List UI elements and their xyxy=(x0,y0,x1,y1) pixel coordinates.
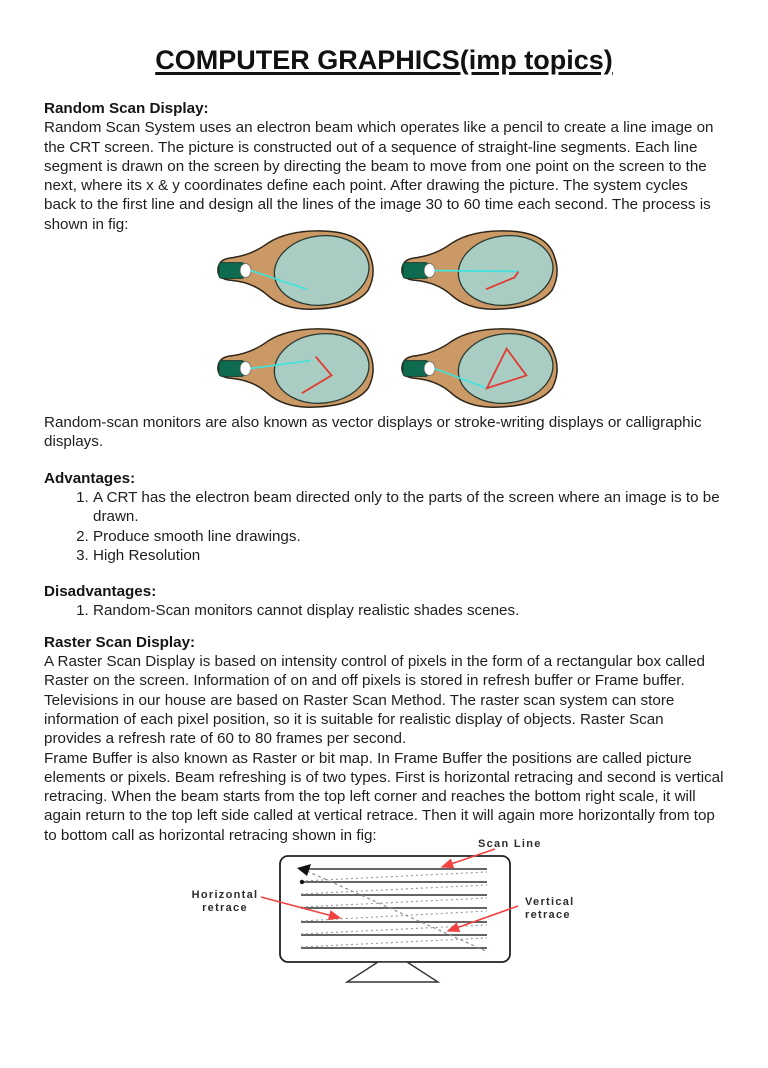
monitor-outline xyxy=(280,856,510,962)
horizontal-retrace-label-line1: Horizontal xyxy=(191,889,259,902)
gun-cap xyxy=(240,362,251,376)
raster-scan-heading: Raster Scan Display: xyxy=(44,633,196,651)
list-item: 1. Random-Scan monitors cannot display realistic shades scenes. xyxy=(93,601,724,620)
gun-cap xyxy=(424,264,435,278)
disadvantages-heading: Disadvantages: xyxy=(44,583,157,601)
vertical-retrace-label-line1: Vertical xyxy=(525,896,575,909)
electron-beam xyxy=(434,271,518,272)
list-item: 2. Produce smooth line drawings. xyxy=(93,527,724,546)
gun-cap xyxy=(424,362,435,376)
document-page xyxy=(0,44,768,1068)
raster-scan-paragraph-2: Frame Buffer is also known as Raster or bit map. In Frame Buffer the positions are called picture elements or pixels. Beam refreshing is of two types. First is horizontal retracing and second is vertical retracing. When the beam starts from the top left corner and reaches the bottom right scale, it will again return to the top left side called at vertical retrace. Then it will again more horizontally from top to bottom call as horizontal retracing shown in fig: xyxy=(44,749,724,844)
random-scan-paragraph: Random Scan System uses an electron beam which operates like a pencil to create a line image on the CRT screen. The picture is constructed out of a sequence of straight-line segments. Each line segment is drawn on the screen by directing the beam to move from one point on the screen to the next, where its x & y coordinates define each point. After drawing the picture. The system cycles back to the first line and design all the lines of the image 30 to 60 time each second. The process is shown in fig: xyxy=(44,119,714,233)
beam-dot xyxy=(300,880,304,884)
scan-line-label: Scan Line xyxy=(478,838,542,851)
list-item: 3. High Resolution xyxy=(93,546,724,565)
raster-scan-paragraph-1: A Raster Scan Display is based on intensity control of pixels in the form of a rectangular box called Raster on the screen. Information of on and off pixels is stored in refresh buffer or Frame buffer. Televisions in our house are based on Raster Scan Method. The raster scan system can store information of each pixel position, so it is suitable for realistic display of objects. Raster Scan provides a refresh rate of 60 to 80 frames per second. xyxy=(44,653,705,748)
random-scan-heading: Random Scan Display: xyxy=(44,100,209,117)
page-title: COMPUTER GRAPHICS(imp topics) xyxy=(155,45,613,75)
vector-display-note: Random-scan monitors are also known as vector displays or stroke-writing displays or calligraphic displays. xyxy=(44,414,702,451)
horizontal-retrace-label-line2: retrace xyxy=(202,902,248,915)
gun-cap xyxy=(240,264,251,278)
raster-scan-figure xyxy=(185,831,585,991)
list-item: 1. A CRT has the electron beam directed only to the parts of the screen where an image is to be drawn. xyxy=(93,488,724,527)
crt-sequence-figure xyxy=(208,228,560,410)
raster-scan-diagram xyxy=(185,831,585,991)
monitor-stand xyxy=(347,962,438,982)
crt-step-3 xyxy=(208,326,376,410)
vertical-retrace-label-line2: retrace xyxy=(525,909,571,922)
crt-step-1 xyxy=(208,228,376,312)
disadvantages-list xyxy=(44,601,724,620)
advantages-list xyxy=(44,488,724,565)
crt-step-2 xyxy=(392,228,560,312)
crt-step-4 xyxy=(392,326,560,410)
advantages-heading: Advantages: xyxy=(44,469,136,487)
